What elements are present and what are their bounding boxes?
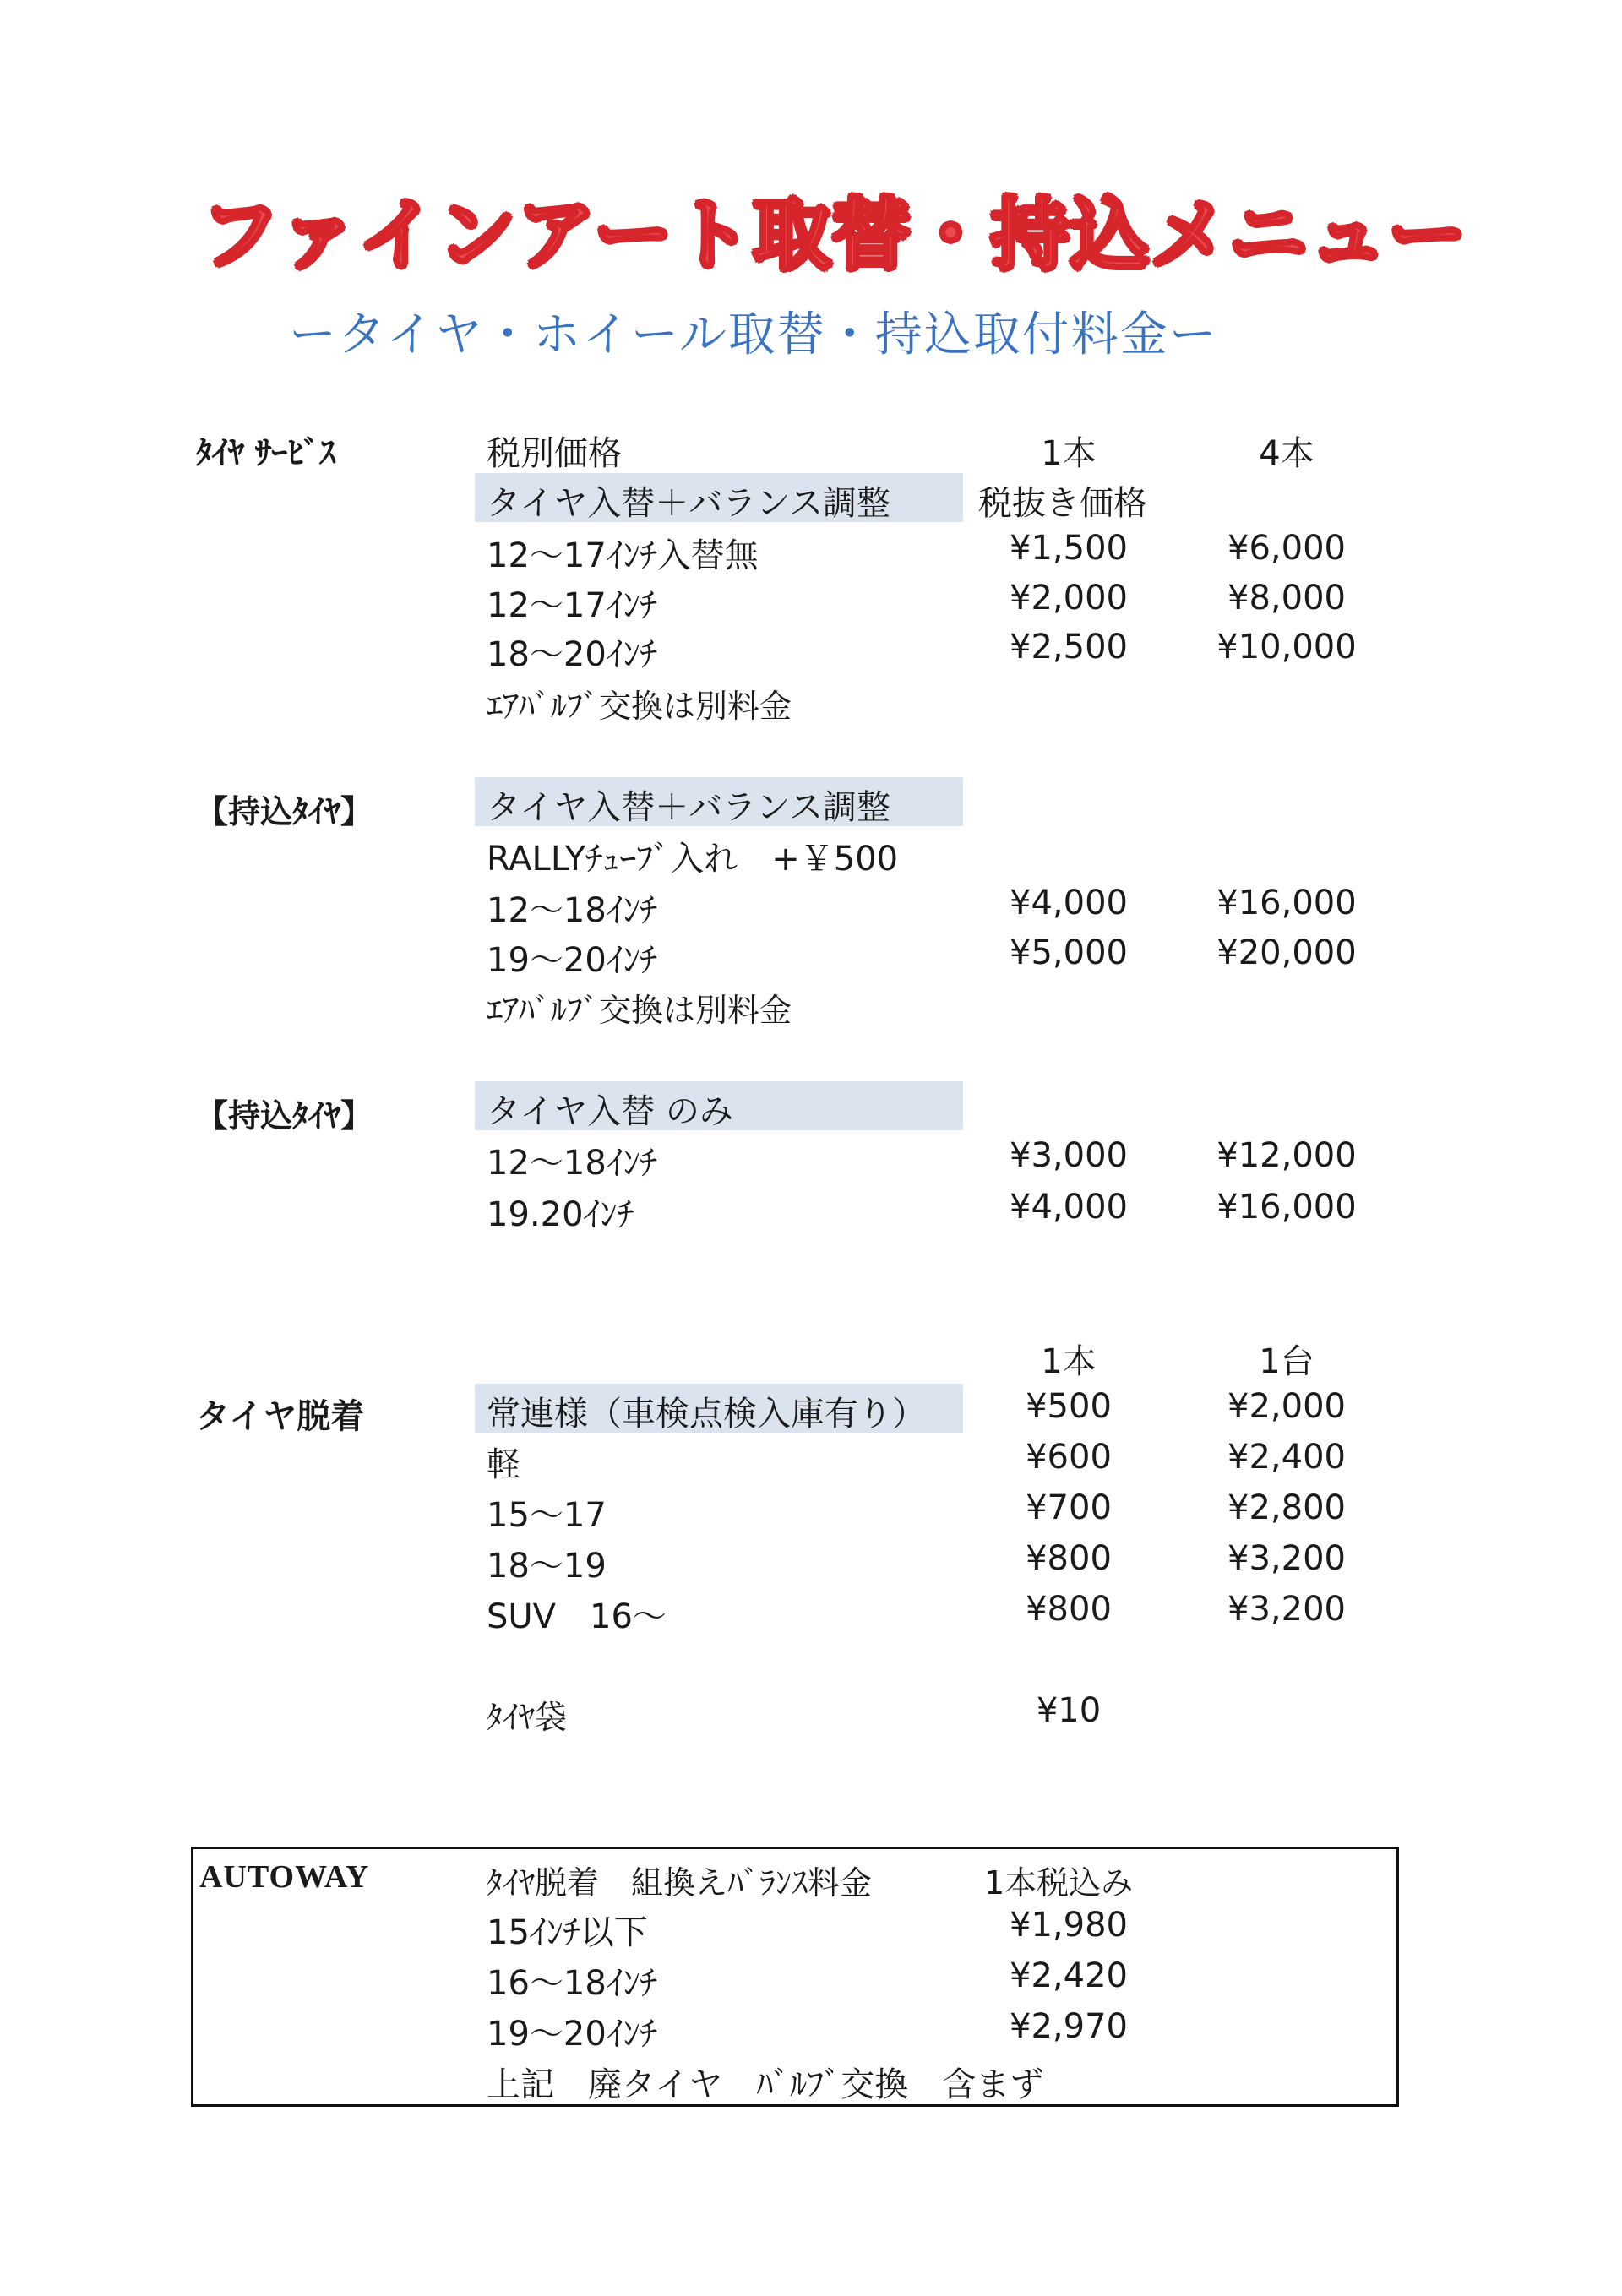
section1-category: ﾀｲﾔ ｻｰﾋﾞｽ xyxy=(196,434,336,471)
section4-service-price-2: ¥2,000 xyxy=(1227,1387,1346,1426)
section2-row-price-1: ¥5,000 xyxy=(1010,933,1128,972)
autoway-row-price: ¥2,420 xyxy=(1010,1956,1128,1995)
autoway-row-price: ¥1,980 xyxy=(1010,1906,1128,1945)
section1-row-price-4: ¥6,000 xyxy=(1227,529,1346,568)
tire-bag-label: ﾀｲﾔ袋 xyxy=(487,1699,568,1736)
section4-row-price-2: ¥2,400 xyxy=(1227,1438,1346,1477)
autoway-header-price: 1本税込み xyxy=(984,1864,1134,1902)
section2-row-item: 12～18ｲﾝﾁ xyxy=(487,891,657,930)
section2-row-price-4: ¥16,000 xyxy=(1216,884,1357,922)
section3-row-item: 12～18ｲﾝﾁ xyxy=(487,1144,657,1183)
section1-col-1: 1本 xyxy=(1041,434,1097,473)
autoway-row-item: 16～18ｲﾝﾁ xyxy=(487,1964,657,2003)
section1-service: タイヤ入替＋バランス調整 xyxy=(487,484,890,523)
section1-row-price-4: ¥8,000 xyxy=(1227,579,1346,618)
autoway-row-price: ¥2,970 xyxy=(1010,2007,1128,2046)
autoway-header: ﾀｲﾔ脱着 組換えﾊﾞﾗﾝｽ料金 xyxy=(487,1864,873,1902)
section2-category: 【持込ﾀｲﾔ】 xyxy=(196,793,373,830)
section3-category: 【持込ﾀｲﾔ】 xyxy=(196,1097,373,1134)
autoway-row-item: 15ｲﾝﾁ以下 xyxy=(487,1913,648,1952)
section4-service: 常連様（車検点検入庫有り） xyxy=(487,1395,926,1434)
section4-row-price-2: ¥3,200 xyxy=(1227,1590,1346,1629)
section1-row-price-1: ¥1,500 xyxy=(1010,529,1128,568)
section4-row-item: 18～19 xyxy=(487,1547,607,1586)
section4-category: タイヤ脱着 xyxy=(196,1397,365,1436)
section3-row-price-4: ¥12,000 xyxy=(1216,1136,1357,1175)
section1-col-4: 4本 xyxy=(1259,434,1314,473)
tire-bag-price: ¥10 xyxy=(1036,1691,1102,1730)
page-subtitle: ータイヤ・ホイール取替・持込取付料金ー xyxy=(289,307,1218,362)
section2-row-price-1: ¥4,000 xyxy=(1010,884,1128,922)
section4-row-price-1: ¥600 xyxy=(1026,1438,1112,1477)
section2-row-item: 19～20ｲﾝﾁ xyxy=(487,941,657,980)
section3-row-price-1: ¥4,000 xyxy=(1010,1188,1128,1227)
section1-row-price-1: ¥2,500 xyxy=(1010,628,1128,666)
section3-row-item: 19.20ｲﾝﾁ xyxy=(487,1195,634,1234)
section1-row-item: 12～17ｲﾝﾁ入替無 xyxy=(487,536,759,575)
autoway-label: AUTOWAY xyxy=(199,1859,370,1895)
section4-row-price-2: ¥2,800 xyxy=(1227,1488,1346,1527)
section4-row-item: 軽 xyxy=(487,1445,520,1484)
section4-row-item: 15～17 xyxy=(487,1496,607,1535)
autoway-footnote: 上記 廃タイヤ ﾊﾞﾙﾌﾞ交換 含まず xyxy=(487,2065,1044,2104)
section4-col-1: 1本 xyxy=(1041,1342,1097,1381)
section2-footnote: ｴｱﾊﾞﾙﾌﾞ交換は別料金 xyxy=(487,992,792,1029)
section2-service: タイヤ入替＋バランス調整 xyxy=(487,788,890,827)
section3-service: タイヤ入替 のみ xyxy=(487,1092,733,1131)
section1-price-note: 税抜き価格 xyxy=(978,484,1147,523)
section4-row-price-1: ¥700 xyxy=(1026,1488,1112,1527)
section1-row-price-1: ¥2,000 xyxy=(1010,579,1128,618)
section2-row-price-4: ¥20,000 xyxy=(1216,933,1357,972)
section4-row-price-1: ¥800 xyxy=(1026,1539,1112,1578)
section2-option: RALLYﾁｭｰﾌﾞ入れ +￥500 xyxy=(487,840,899,879)
section1-row-item: 18～20ｲﾝﾁ xyxy=(487,635,657,674)
section1-footnote: ｴｱﾊﾞﾙﾌﾞ交換は別料金 xyxy=(487,688,792,725)
section4-row-price-2: ¥3,200 xyxy=(1227,1539,1346,1578)
section4-row-price-1: ¥800 xyxy=(1026,1590,1112,1629)
section1-row-item: 12～17ｲﾝﾁ xyxy=(487,586,657,625)
section1-header-label: 税別価格 xyxy=(487,434,622,473)
section3-row-price-1: ¥3,000 xyxy=(1010,1136,1128,1175)
page-title: ファインアート取替・持込メニュー xyxy=(201,190,1468,280)
autoway-row-item: 19～20ｲﾝﾁ xyxy=(487,2015,657,2054)
section1-row-price-4: ¥10,000 xyxy=(1216,628,1357,666)
section4-row-item: SUV 16～ xyxy=(487,1597,667,1636)
section3-row-price-4: ¥16,000 xyxy=(1216,1188,1357,1227)
section4-service-price-1: ¥500 xyxy=(1026,1387,1112,1426)
section4-col-2: 1台 xyxy=(1259,1342,1314,1381)
